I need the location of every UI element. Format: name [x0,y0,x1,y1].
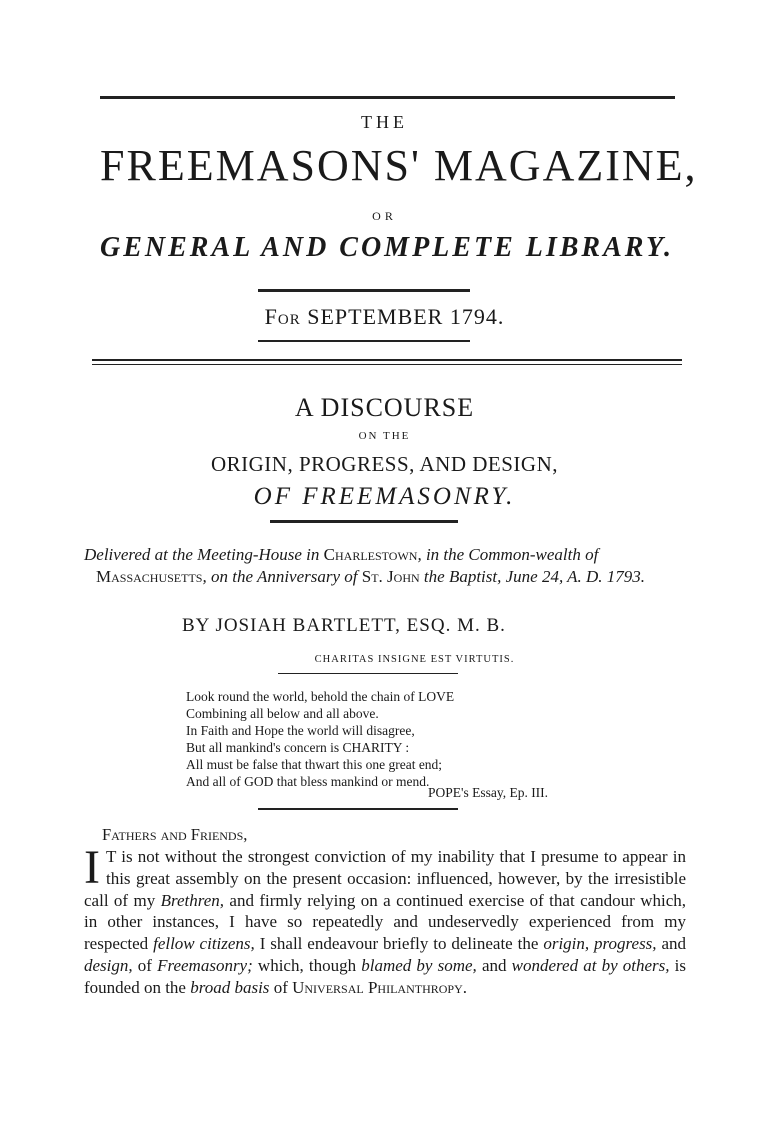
body-paragraph [84,841,687,999]
masthead-the: THE [361,112,408,132]
issue-for: For [264,304,301,329]
drop-cap: I [84,841,100,894]
para-emphasis: Freemasonry; [157,955,253,975]
para-philanthropy: Universal Philanthropy. [292,977,468,997]
issue-month-year: SEPTEMBER 1794. [307,304,505,329]
masthead-or: OR [372,209,397,223]
delivered-saint: St. John [361,567,420,586]
poem-source: POPE's Essay, Ep. III. [428,785,549,800]
poem-line: Combining all below and all above. [186,706,379,721]
issue-date [0,304,769,330]
para-emphasis: wondered at by others, [511,955,670,975]
para-text: I shall endeavour briefly to delineate the [254,934,544,954]
para-text: of [269,977,293,997]
section-rule-1 [92,359,682,361]
para-text: and [656,934,687,954]
delivered-text-3: , on the Anniversary of [202,567,362,586]
poem-epigraph [186,688,454,790]
masthead-subtitle: GENERAL AND COMPLETE LIBRARY. [100,232,674,263]
discourse-on-the: ON THE [358,430,411,442]
para-emphasis: origin, progress, [543,934,657,954]
masthead-title: FREEMASONS' MAGAZINE, [100,141,698,190]
poem-line: All must be false that thwart this one great end; [186,757,443,772]
latin-motto: CHARITAS INSIGNE EST VIRTUTIS. [314,654,515,665]
motto-rule [278,673,458,674]
para-emphasis: blamed by some, [361,955,477,975]
para-text: is founded on the [84,955,687,997]
delivered-text-2: , in the Common-wealth of [417,545,599,564]
para-emphasis: fellow citizens, [153,934,255,954]
poem-line: Look round the world, behold the chain of LOVE [186,689,455,704]
delivered-state: Massachusetts [96,567,203,586]
poem-line: In Faith and Hope the world will disagree, [186,723,415,738]
para-text: which, though [252,955,362,975]
discourse-of-freemasonry: OF FREEMASONRY. [253,483,516,510]
poem-line: But all mankind's concern is CHARITY : [186,740,410,755]
section-rule-2 [92,364,682,365]
para-text: T is not without the strongest conviction of my inability that I presume to appear in this great assembly on the present occasion: influenced, however, by the irresistible call of my [84,847,686,910]
delivered-text-4: the Baptist, June 24, A. D. 1793. [419,567,646,586]
delivered-note [84,544,696,588]
para-text: and firmly relying on a continued exercise of that candour which, in other instances, I have so repeatedly and undeservedly experienced from my respected [84,890,687,954]
author-byline: BY JOSIAH BARTLETT, ESQ. M. B. [182,615,506,636]
discourse-rule [270,520,458,523]
para-emphasis: design, [84,955,133,975]
para-text: of [132,955,158,975]
poem-line: And all of GOD that bless mankind or mend. [186,774,430,789]
para-emphasis: Brethren, [160,890,225,910]
date-rule-lower [258,340,470,342]
para-text: and [476,955,512,975]
top-rule [100,96,675,99]
date-rule-upper [258,289,470,292]
discourse-title: A DISCOURSE [294,393,475,422]
poem-rule [258,808,458,810]
salutation: Fathers and Friends, [102,825,248,844]
delivered-place: Charlestown [323,545,418,564]
discourse-subject: ORIGIN, PROGRESS, AND DESIGN, [210,452,559,476]
para-emphasis: broad basis [190,977,270,997]
delivered-text-1: Delivered at the Meeting-House in [84,545,324,564]
